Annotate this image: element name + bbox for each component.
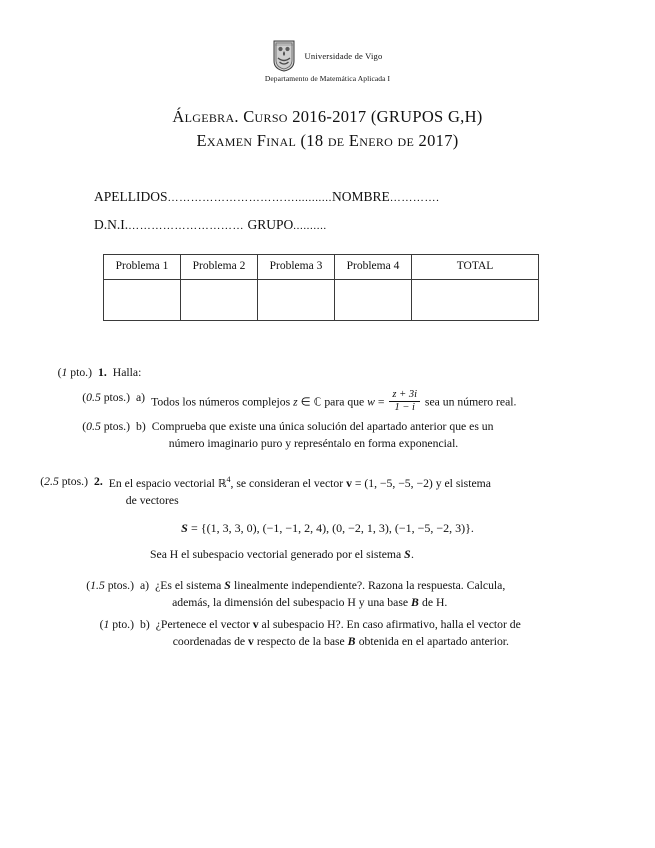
masthead bbox=[0, 0, 655, 83]
cell-problema-2[interactable] bbox=[181, 280, 258, 321]
problem-1-points: (1 pto.) bbox=[57, 366, 92, 380]
problem-1-points-value: 1 bbox=[61, 366, 68, 380]
p2b-line1-after: al subespacio H?. En caso afirmativo, halla el vector de bbox=[261, 618, 521, 632]
problem-2b-points: (1 pto.) bbox=[99, 618, 134, 632]
p2-h-set-symbol: S bbox=[404, 548, 411, 562]
problem-2b-text bbox=[150, 617, 655, 650]
title-line-2: Examen Final (18 de Enero de 2017) bbox=[196, 130, 459, 150]
p1a-text-after: sea un número real. bbox=[424, 395, 517, 409]
p1a-text-mid: para que bbox=[324, 395, 365, 409]
table-header-row bbox=[104, 255, 539, 280]
problem-2-points: (2.5 ptos.) bbox=[40, 475, 88, 489]
p1a-var-w: w bbox=[367, 395, 375, 409]
header-total: TOTAL bbox=[412, 255, 539, 280]
set-s-symbol: S bbox=[181, 521, 189, 536]
cell-problema-1[interactable] bbox=[104, 280, 181, 321]
p2b-base-symbol: B bbox=[347, 634, 356, 648]
exam-title bbox=[0, 105, 655, 153]
problem-1b-label: b) bbox=[136, 419, 146, 433]
nombre-label: NOMBRE bbox=[331, 188, 390, 204]
p2a-set-symbol: S bbox=[224, 578, 232, 592]
p2-intro-line-2: de vectores bbox=[125, 493, 179, 507]
problem-2-intro bbox=[103, 474, 655, 509]
p2a-line-2 bbox=[155, 595, 655, 612]
dni-dots[interactable]: ………………………… bbox=[128, 219, 245, 232]
header-problema-3: Problema 3 bbox=[258, 255, 335, 280]
problem-1b-text bbox=[146, 419, 655, 452]
problem-1a-points: (0.5 ptos.) bbox=[82, 390, 130, 404]
problem-1b bbox=[0, 419, 655, 452]
problem-1a bbox=[0, 390, 655, 415]
problem-2a-text bbox=[149, 578, 655, 611]
problem-1-header bbox=[0, 365, 655, 382]
problem-2b-points-value: 1 bbox=[103, 618, 110, 632]
p2-space-exponent: 4 bbox=[226, 475, 231, 485]
p1b-line-2: número imaginario puro y represéntalo en forma exponencial. bbox=[168, 436, 459, 450]
apellidos-row bbox=[94, 183, 655, 211]
problem-1a-points-value: 0.5 bbox=[86, 390, 101, 404]
crest-row bbox=[0, 40, 655, 72]
p2b-line2-mid: respecto de la base bbox=[256, 634, 345, 648]
problem-1a-label: a) bbox=[136, 390, 146, 404]
problems-section bbox=[0, 365, 655, 650]
problem-2-set-equation bbox=[0, 520, 655, 537]
p2a-line2-before: además, la dimensión del subespacio H y una base bbox=[172, 595, 409, 609]
dni-row bbox=[94, 211, 655, 239]
set-s-value: {(1, 3, 3, 0), (−1, −1, 2, 4), (0, −2, 1, 3), (−1, −5, −2, 3)}. bbox=[200, 521, 474, 536]
p1a-fraction-numerator: z + 3i bbox=[392, 388, 417, 400]
grading-table bbox=[103, 254, 539, 321]
p2a-line1-before: ¿Es el sistema bbox=[155, 578, 222, 592]
header-problema-2: Problema 2 bbox=[181, 255, 258, 280]
problem-1-number: 1. bbox=[98, 366, 107, 380]
p1b-line-1: Comprueba que existe una única solución del apartado anterior que es un bbox=[151, 419, 494, 433]
p2-intro-after: y el sistema bbox=[435, 477, 491, 491]
p1a-text-before: Todos los números complejos bbox=[151, 395, 291, 409]
p1a-set-c: ℂ bbox=[313, 395, 322, 409]
p1a-fraction bbox=[389, 389, 420, 414]
title-line-1: Álgebra. Curso 2016-2017 (GRUPOS G,H) bbox=[172, 107, 483, 126]
p2-vector-v: v bbox=[346, 477, 352, 491]
p2b-vector-v: v bbox=[252, 618, 259, 632]
identity-fields bbox=[0, 183, 655, 238]
problem-2a bbox=[0, 578, 655, 611]
problem-1-statement: Halla: bbox=[112, 366, 142, 380]
grupo-label: GRUPO bbox=[247, 216, 294, 232]
problem-1b-points: (0.5 ptos.) bbox=[82, 419, 130, 433]
p2b-line2-before: coordenadas de bbox=[172, 634, 246, 648]
table-row bbox=[104, 280, 539, 321]
problem-1b-points-value: 0.5 bbox=[86, 419, 101, 433]
p2-h-after: . bbox=[410, 548, 414, 562]
p2a-base-symbol: B bbox=[410, 595, 420, 609]
problem-2a-label: a) bbox=[140, 578, 150, 592]
dni-label: D.N.I. bbox=[94, 216, 129, 232]
p1a-fraction-denominator: 1 − i bbox=[389, 401, 420, 414]
apellidos-dots[interactable]: ……………………………........... bbox=[167, 191, 332, 204]
p2b-line2-after: obtenida en el apartado anterior. bbox=[358, 634, 509, 648]
problem-2b bbox=[0, 617, 655, 650]
p1a-equals: = bbox=[377, 395, 385, 409]
problem-2a-points-value: 1.5 bbox=[90, 578, 105, 592]
p2-intro-mid: , se consideran el vector bbox=[230, 477, 344, 491]
p2-h-before: Sea H el subespacio vectorial generado por el sistema bbox=[150, 548, 402, 562]
vigo-crest-icon bbox=[273, 40, 295, 72]
p2-vector-value: = (1, −5, −5, −2) bbox=[354, 477, 433, 491]
p2b-line-2 bbox=[156, 634, 655, 651]
department-name: Departamento de Matemática Aplicada I bbox=[264, 74, 391, 83]
header-problema-4: Problema 4 bbox=[335, 255, 412, 280]
nombre-dots[interactable]: …………. bbox=[389, 191, 440, 204]
set-s-equals: = bbox=[191, 521, 198, 536]
grupo-dots[interactable]: .......... bbox=[293, 219, 327, 232]
problem-1a-text bbox=[145, 390, 655, 415]
problem-2-points-value: 2.5 bbox=[44, 475, 59, 489]
problem-2-number: 2. bbox=[94, 475, 103, 489]
apellidos-label: APELLIDOS bbox=[94, 188, 168, 204]
p2-intro-before: En el espacio vectorial bbox=[108, 477, 215, 491]
p2b-vector-v-2: v bbox=[248, 634, 254, 648]
problem-2-header bbox=[0, 474, 655, 509]
problem-2a-points: (1.5 ptos.) bbox=[86, 578, 134, 592]
cell-problema-3[interactable] bbox=[258, 280, 335, 321]
p2b-line1-before: ¿Pertenece el vector bbox=[155, 618, 250, 632]
cell-problema-4[interactable] bbox=[335, 280, 412, 321]
cell-total[interactable] bbox=[412, 280, 539, 321]
p2a-line1-after: linealmente independiente?. Razona la respuesta. Calcula, bbox=[233, 578, 506, 592]
p1a-member-icon: ∈ bbox=[300, 395, 311, 409]
problem-2b-label: b) bbox=[140, 618, 150, 632]
header-problema-1: Problema 1 bbox=[104, 255, 181, 280]
p2-space-r: ℝ bbox=[217, 477, 227, 491]
problem-2-h-line bbox=[0, 547, 655, 564]
university-name: Universidade de Vigo bbox=[304, 51, 383, 61]
p2a-line2-after: de H. bbox=[422, 595, 448, 609]
p1a-var-z: z bbox=[293, 395, 298, 409]
